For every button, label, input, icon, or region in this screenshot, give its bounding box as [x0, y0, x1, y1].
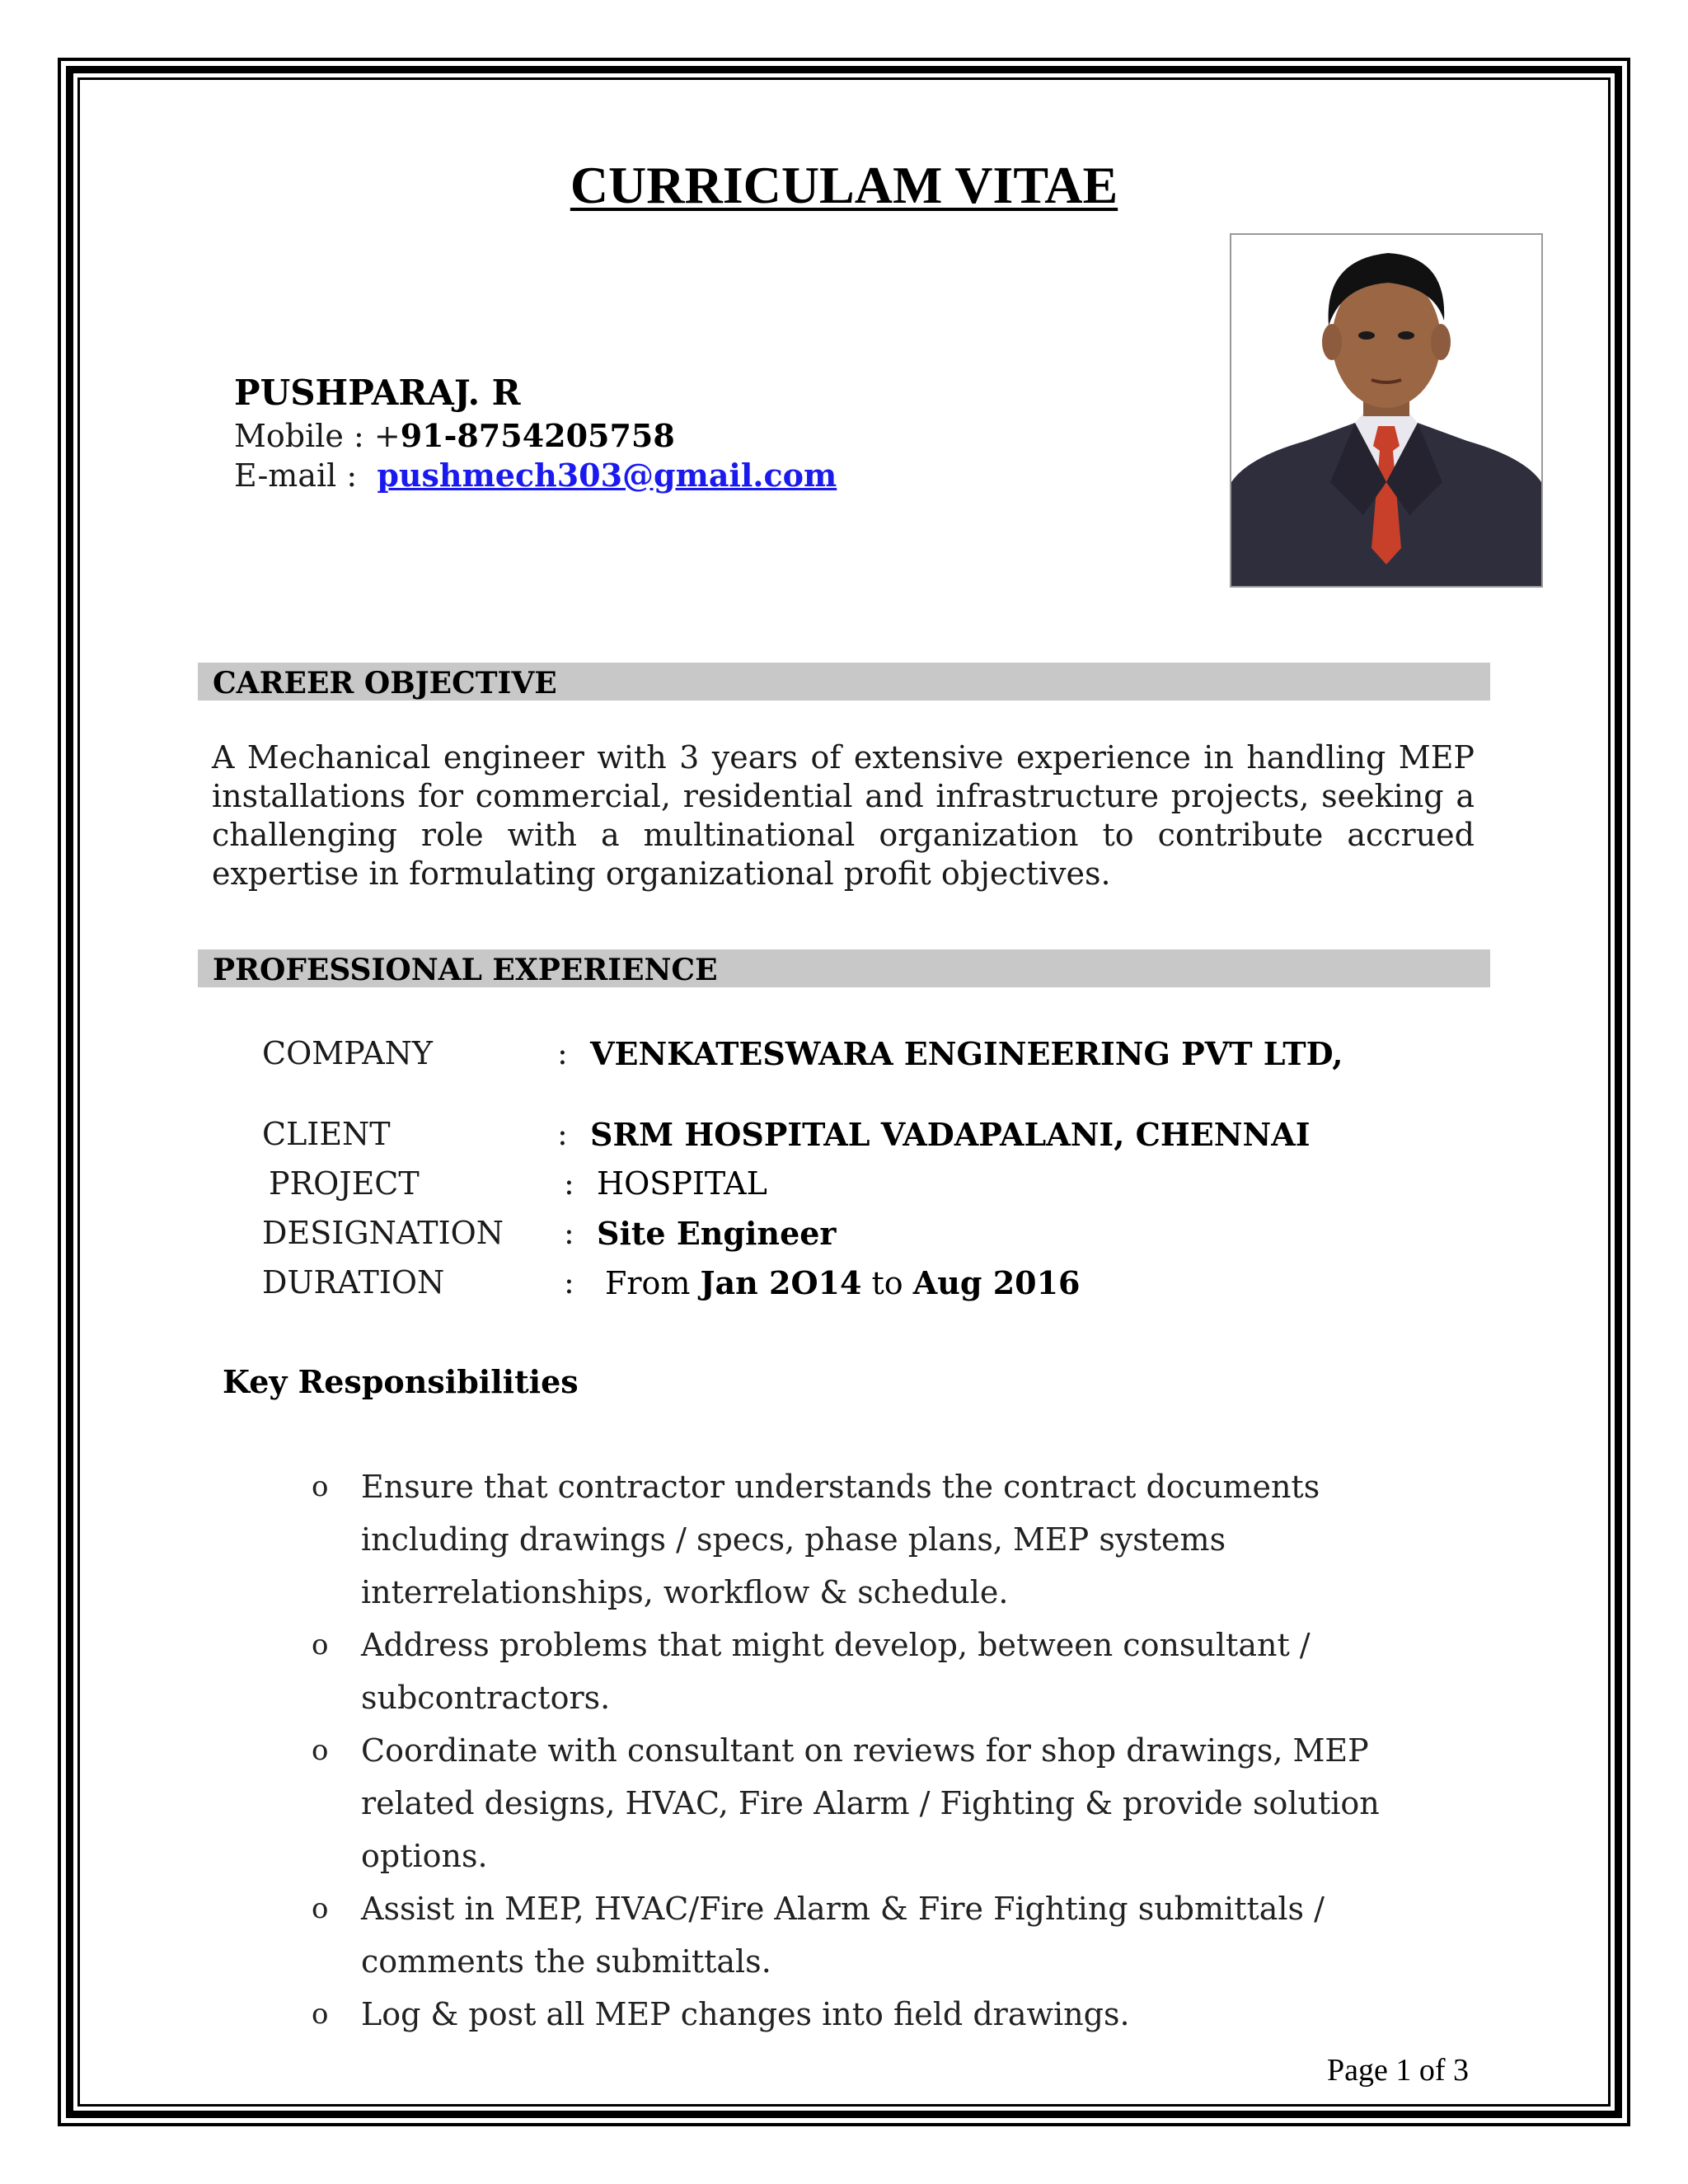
client-label: CLIENT: [262, 1116, 391, 1152]
email-label: E-mail :: [234, 457, 358, 494]
project-colon: :: [564, 1165, 574, 1202]
email-line: [234, 457, 837, 494]
career-objective-text: A Mechanical engineer with 3 years of extensive experience in handling MEP installations for commercial, residential and infrastructure projects, seeking a challenging role with a multinational organization to contribute accrued expertise in formulating organizational profit objectives.: [212, 739, 1475, 892]
profile-photo-image: [1231, 235, 1541, 586]
professional-experience-heading: PROFESSIONAL EXPERIENCE: [213, 953, 718, 987]
profile-photo: [1230, 233, 1543, 588]
designation-value: Site Engineer: [597, 1215, 837, 1252]
duration-value: [605, 1264, 1080, 1301]
list-item: [312, 1619, 1432, 1724]
bullet-icon: o: [312, 1734, 329, 1767]
company-label: COMPANY: [262, 1035, 433, 1071]
designation-label: DESIGNATION: [262, 1215, 504, 1251]
duration-to: to: [871, 1265, 903, 1301]
list-item: [312, 1988, 1432, 2041]
responsibility-text: Coordinate with consultant on reviews for shop drawings, MEP related designs, HVAC, Fire Alarm / Fighting & provide solution options.: [361, 1732, 1380, 1874]
duration-from: From: [605, 1265, 691, 1301]
professional-experience-heading-bar: [198, 949, 1490, 987]
list-item: [312, 1460, 1432, 1619]
responsibility-text: Address problems that might develop, between consultant / subcontractors.: [361, 1627, 1311, 1716]
responsibility-text: Log & post all MEP changes into field drawings.: [361, 1996, 1130, 2032]
designation-colon: :: [564, 1215, 574, 1251]
bullet-icon: o: [312, 1470, 329, 1503]
career-objective-heading: CAREER OBJECTIVE: [213, 666, 557, 701]
company-colon: :: [557, 1035, 568, 1071]
page-number: Page 1 of 3: [1327, 2053, 1470, 2088]
list-item: [312, 1882, 1432, 1988]
mobile-label: Mobile : +: [234, 418, 401, 454]
career-objective-heading-bar: [198, 663, 1490, 701]
bullet-icon: o: [312, 1629, 329, 1661]
project-label: PROJECT: [269, 1165, 420, 1202]
duration-start: Jan 2O14: [700, 1264, 862, 1301]
list-item: [312, 1724, 1432, 1882]
project-value: HOSPITAL: [597, 1165, 767, 1202]
email-link[interactable]: pushmech303@gmail.com: [377, 457, 837, 494]
responsibility-text: Ensure that contractor understands the contract documents including drawings / specs, phase plans, MEP systems interrelationships, workflow & schedule.: [361, 1469, 1320, 1610]
responsibilities-list: [312, 1460, 1432, 2041]
key-responsibilities-heading: Key Responsibilities: [223, 1363, 579, 1400]
document-title: CURRICULAM VITAE: [570, 156, 1118, 214]
duration-label: DURATION: [262, 1264, 445, 1301]
bullet-icon: o: [312, 1892, 329, 1925]
duration-end: Aug 2016: [912, 1264, 1081, 1301]
company-value: VENKATESWARA ENGINEERING PVT LTD,: [590, 1035, 1343, 1072]
bullet-icon: o: [312, 1998, 329, 2031]
client-value: SRM HOSPITAL VADAPALANI, CHENNAI: [590, 1116, 1311, 1153]
mobile-line: [234, 417, 675, 454]
candidate-name: PUSHPARAJ. R: [234, 373, 521, 413]
responsibility-text: Assist in MEP, HVAC/Fire Alarm & Fire Fighting submittals / comments the submittals.: [361, 1891, 1325, 1980]
mobile-number: 91-8754205758: [400, 417, 675, 454]
duration-colon: :: [564, 1264, 574, 1301]
client-colon: :: [557, 1116, 568, 1152]
